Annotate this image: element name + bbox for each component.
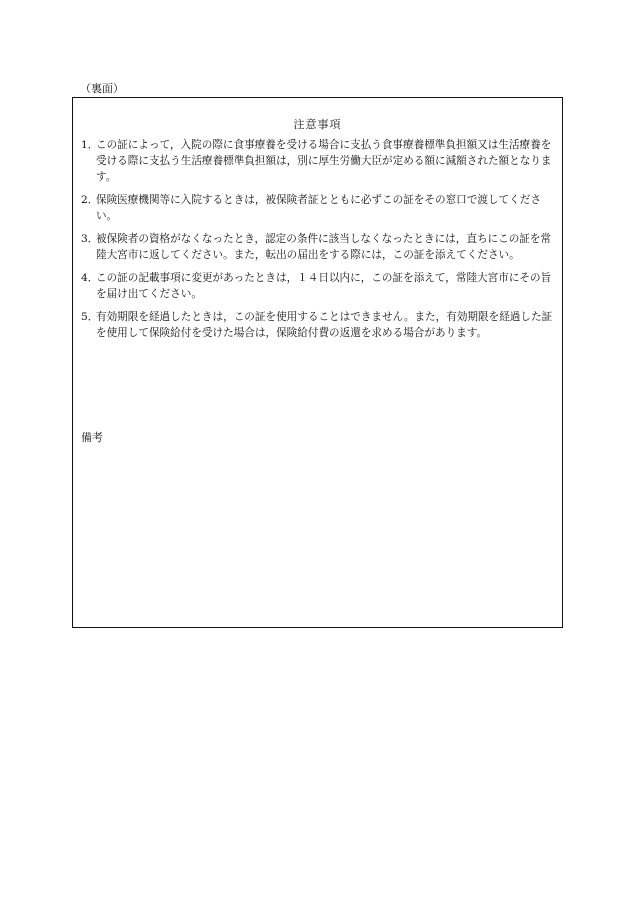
notice-text: 保険医療機関等に入院するときは，被保険者証とともに必ずこの証をその窓口で渡してください。	[96, 194, 541, 222]
notice-number: 3．	[81, 233, 99, 245]
notice-item	[81, 192, 554, 224]
notice-text: 被保険者の資格がなくなったとき，認定の条件に該当しなくなったときには，直ちにこの証を常陸大宮市に返してください。また，転出の届出をする際には，この証を添えてください。	[96, 233, 552, 261]
notes-heading: 注意事項	[293, 118, 342, 131]
notice-text: この証によって，入院の際に食事療養を受ける場合に支払う食事療養標準負担額又は生活療養を受ける際に支払う生活療養標準負担額は，別に厚生労働大臣が定める額に減額された額となります。	[96, 139, 552, 183]
certificate-back-frame	[72, 97, 563, 628]
remarks-label: 備考	[81, 431, 103, 444]
notice-text: この証の記載事項に変更があったときは，１４日以内に，この証を添えて，常陸大宮市にその旨を届け出てください。	[96, 272, 552, 300]
notice-item	[81, 309, 554, 341]
notice-item	[81, 231, 554, 263]
notice-text: 有効期限を経過したときは，この証を使用することはできません。また，有効期限を経過した証を使用して保険給付を受けた場合は，保険給付費の返還を求める場合があります。	[96, 311, 553, 339]
notice-number: 5．	[81, 311, 99, 323]
back-side-label: （裏面）	[80, 82, 124, 95]
notice-item	[81, 270, 554, 302]
notice-list	[81, 137, 554, 348]
notice-item	[81, 137, 554, 185]
notice-number: 4．	[81, 272, 99, 284]
notice-number: 1．	[81, 139, 99, 151]
notice-number: 2．	[81, 194, 99, 206]
